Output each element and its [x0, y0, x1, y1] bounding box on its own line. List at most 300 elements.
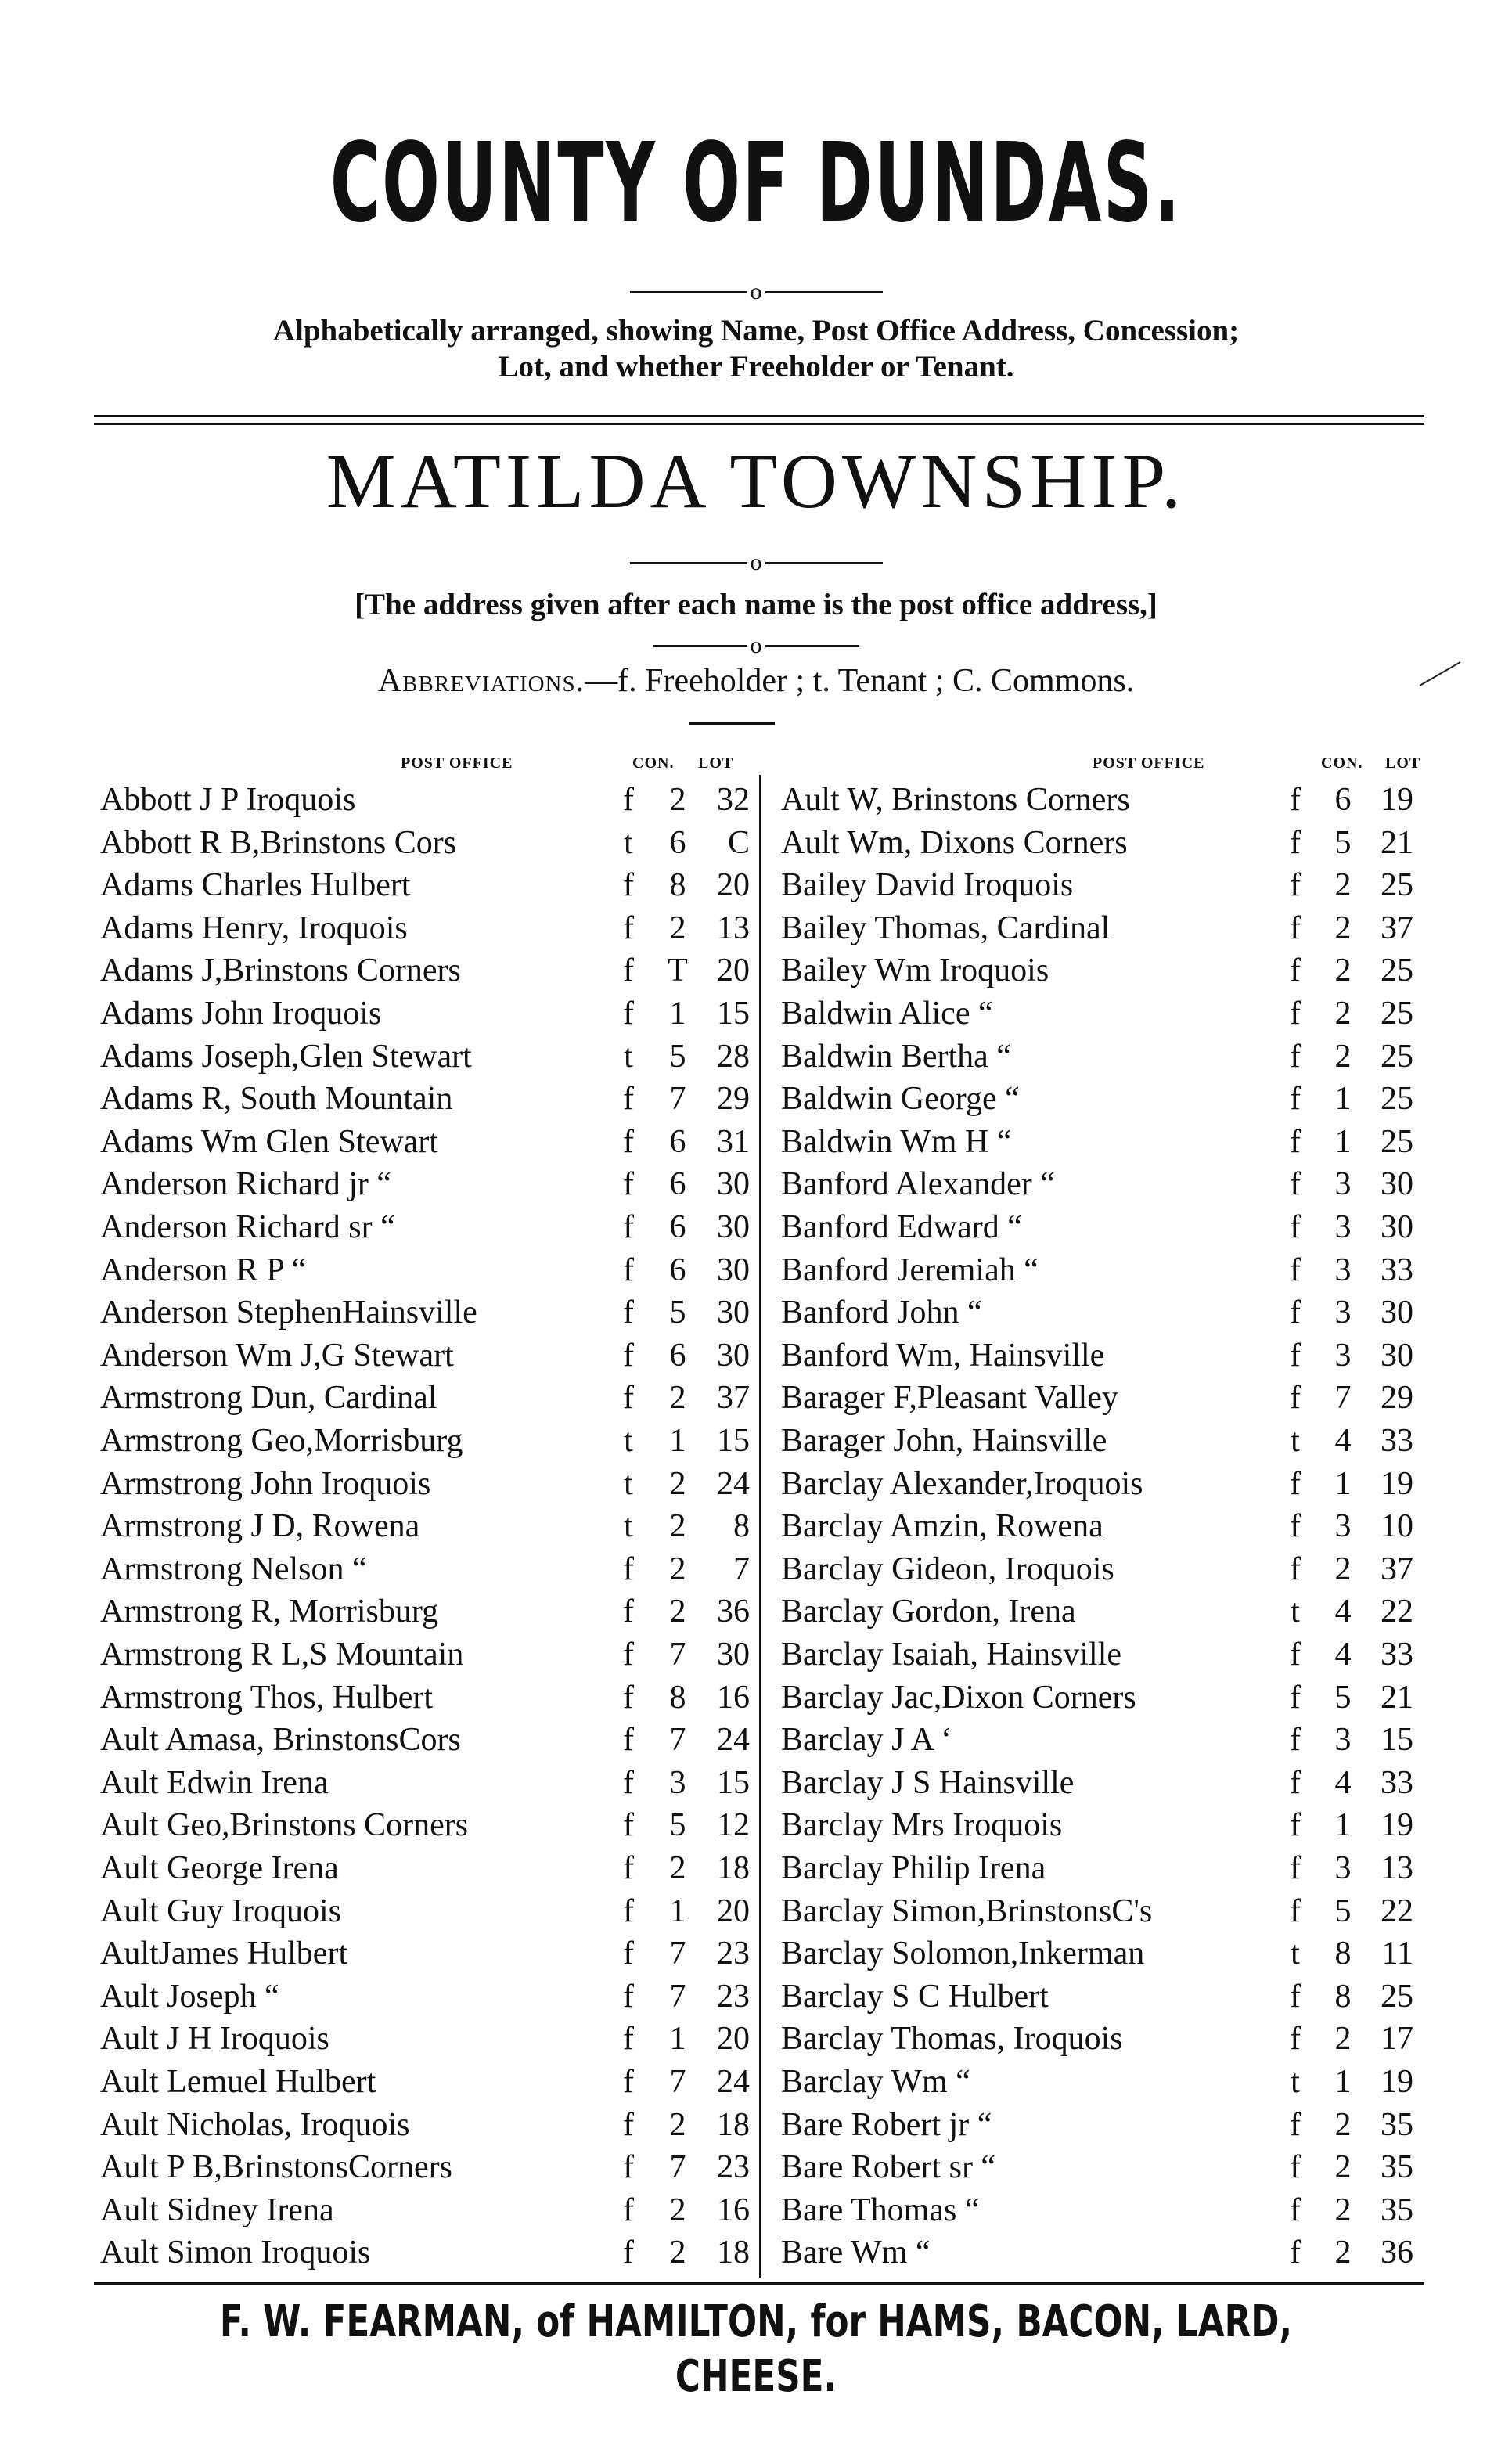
entry-lot: 30 — [717, 1295, 750, 1331]
entry-tenure: f — [1290, 1295, 1301, 1331]
entry-concession: 1 — [1334, 2064, 1352, 2100]
directory-entry — [781, 1633, 1454, 1676]
entry-concession: 2 — [669, 2235, 686, 2271]
entry-concession: 2 — [1334, 910, 1352, 946]
entry-tenure: f — [623, 1338, 634, 1374]
entry-lot: 21 — [1381, 825, 1413, 861]
entry-lot: 30 — [717, 1166, 750, 1202]
entry-concession: 1 — [1334, 1081, 1352, 1117]
subtitle-line-1: Alphabetically arranged, showing Name, Post Office Address, Concession; — [272, 314, 1240, 348]
entry-lot: 23 — [717, 1979, 750, 2015]
entry-concession: 3 — [1334, 1295, 1352, 1331]
entry-lot: 13 — [717, 910, 750, 946]
directory-entry — [781, 1291, 1454, 1334]
entry-concession: 2 — [669, 2192, 686, 2228]
entry-concession: 1 — [1334, 1466, 1352, 1502]
entry-name: Barclay J S Hainsville — [781, 1765, 1075, 1801]
entry-lot: 8 — [733, 1508, 750, 1544]
entry-lot: 16 — [717, 1680, 750, 1716]
entry-tenure: f — [623, 2235, 634, 2271]
entry-concession: 7 — [669, 2149, 686, 2185]
entry-concession: 2 — [1334, 2149, 1352, 2185]
entry-tenure: f — [1290, 2149, 1301, 2185]
entry-tenure: f — [623, 1166, 634, 1202]
directory-entry — [100, 2231, 773, 2274]
directory-entry — [781, 822, 1454, 864]
entry-lot: 30 — [717, 1252, 750, 1288]
entry-tenure: f — [623, 2021, 634, 2057]
entry-concession: 2 — [669, 1594, 686, 1630]
entry-concession: 2 — [669, 782, 686, 818]
directory-entry — [100, 1078, 773, 1120]
entry-tenure: f — [1290, 2021, 1301, 2057]
entry-name: Anderson Wm J,G Stewart — [100, 1338, 454, 1374]
directory-entry — [781, 1762, 1454, 1804]
entry-tenure: f — [623, 1252, 634, 1288]
left-header-lot: LOT — [698, 754, 734, 772]
entry-name: Armstrong J D, Rowena — [100, 1508, 420, 1544]
entry-tenure: f — [623, 2064, 634, 2100]
entry-tenure: f — [623, 1295, 634, 1331]
entry-lot: 16 — [717, 2192, 750, 2228]
entry-name: Ault J H Iroquois — [100, 2021, 329, 2057]
entry-name: Ault Geo,Brinstons Corners — [100, 1807, 469, 1843]
entry-tenure: f — [623, 1807, 634, 1843]
entry-name: Bailey Thomas, Cardinal — [781, 910, 1111, 946]
entry-tenure: f — [1290, 1722, 1301, 1758]
entry-lot: 12 — [717, 1807, 750, 1843]
entry-tenure: f — [623, 2192, 634, 2228]
entry-lot: 25 — [1381, 953, 1413, 989]
entry-concession: 3 — [1334, 1850, 1352, 1886]
entry-tenure: f — [623, 867, 634, 903]
entry-lot: 29 — [717, 1081, 750, 1117]
entry-tenure: f — [1290, 1508, 1301, 1544]
entry-name: Barclay S C Hulbert — [781, 1979, 1049, 2015]
subtitle — [78, 313, 1434, 385]
directory-entry — [100, 1463, 773, 1505]
right-header-con: CON. — [1321, 754, 1363, 772]
entry-tenure: f — [1290, 825, 1301, 861]
entry-name: Bailey David Iroquois — [781, 867, 1074, 903]
entry-concession: 8 — [1334, 1936, 1352, 1972]
entry-concession: 3 — [669, 1765, 686, 1801]
entry-tenure: f — [623, 953, 634, 989]
entry-tenure: f — [623, 1979, 634, 2015]
entry-lot: 18 — [717, 2235, 750, 2271]
entry-name: Adams R, South Mountain — [100, 1081, 453, 1117]
directory-entry — [100, 1291, 773, 1334]
entry-tenure: t — [624, 1039, 633, 1075]
right-header-post-office: POST OFFICE — [1093, 754, 1205, 772]
directory-entry — [100, 2018, 773, 2060]
entry-tenure: f — [1290, 953, 1301, 989]
entry-lot: 20 — [717, 867, 750, 903]
entry-concession: 5 — [669, 1295, 686, 1331]
directory-entry — [781, 2231, 1454, 2274]
entry-concession: 2 — [1334, 953, 1352, 989]
entry-concession: 6 — [669, 825, 686, 861]
directory-entry — [781, 1377, 1454, 1419]
entry-tenure: f — [1290, 1979, 1301, 2015]
entry-lot: 37 — [717, 1380, 750, 1416]
directory-entry — [100, 2189, 773, 2231]
entry-name: Bare Thomas “ — [781, 2192, 980, 2228]
directory-entry — [781, 779, 1454, 821]
entry-name: Barclay Thomas, Iroquois — [781, 2021, 1123, 2057]
entry-concession: 6 — [1334, 782, 1352, 818]
entry-tenure: f — [623, 1893, 634, 1929]
directory-entry — [100, 1249, 773, 1291]
directory-entry — [781, 2104, 1454, 2146]
entry-name: Baldwin Wm H “ — [781, 1124, 1012, 1160]
directory-entry — [100, 2146, 773, 2188]
entry-name: Barclay Jac,Dixon Corners — [781, 1680, 1136, 1716]
entry-name: Bare Robert sr “ — [781, 2149, 996, 2185]
entry-lot: 25 — [1381, 996, 1413, 1032]
entry-tenure: f — [623, 996, 634, 1032]
entry-tenure: f — [1290, 1380, 1301, 1416]
entry-tenure: f — [623, 782, 634, 818]
entry-lot: 24 — [717, 1466, 750, 1502]
entry-tenure: f — [623, 1594, 634, 1630]
entry-name: Ault P B,BrinstonsCorners — [100, 2149, 452, 2185]
entry-name: Ault Simon Iroquois — [100, 2235, 371, 2271]
entry-lot: 19 — [1381, 1807, 1413, 1843]
entry-tenure: f — [1290, 2107, 1301, 2143]
entry-concession: 7 — [669, 1936, 686, 1972]
directory-entry — [781, 1078, 1454, 1120]
entry-name: Abbott R B,Brinstons Cors — [100, 825, 457, 861]
directory-entry — [781, 1847, 1454, 1889]
entry-concession: 6 — [669, 1252, 686, 1288]
entry-name: Baldwin Bertha “ — [781, 1039, 1011, 1075]
entry-lot: C — [727, 825, 750, 861]
entry-name: Ault Amasa, BrinstonsCors — [100, 1722, 461, 1758]
entry-lot: 10 — [1381, 1508, 1413, 1544]
entry-concession: 2 — [1334, 2192, 1352, 2228]
entry-concession: 1 — [669, 2021, 686, 2057]
entry-concession: 3 — [1334, 1252, 1352, 1288]
entry-concession: 7 — [669, 2064, 686, 2100]
entry-concession: 8 — [1334, 1979, 1352, 2015]
entry-concession: 3 — [1334, 1166, 1352, 1202]
entry-lot: 15 — [717, 1423, 750, 1459]
entry-name: Armstrong R, Morrisburg — [100, 1594, 439, 1630]
entry-name: Banford John “ — [781, 1295, 982, 1331]
entry-tenure: f — [1290, 1081, 1301, 1117]
directory-entry — [781, 1804, 1454, 1846]
entry-name: Bare Wm “ — [781, 2235, 931, 2271]
directory-entry — [781, 992, 1454, 1035]
directory-entry — [781, 2018, 1454, 2060]
directory-entry — [100, 1035, 773, 1078]
entry-lot: 35 — [1381, 2107, 1413, 2143]
entry-lot: 24 — [717, 1722, 750, 1758]
entry-concession: 2 — [1334, 2107, 1352, 2143]
entry-concession: 2 — [669, 1466, 686, 1502]
entry-lot: 13 — [1381, 1850, 1413, 1886]
entry-tenure: t — [1291, 1594, 1300, 1630]
entry-concession: 7 — [669, 1979, 686, 2015]
entry-name: Armstrong Nelson “ — [100, 1551, 367, 1587]
directory-entry — [781, 1676, 1454, 1719]
entry-name: Ault Sidney Irena — [100, 2192, 334, 2228]
entry-concession: 6 — [669, 1338, 686, 1374]
entry-lot: 19 — [1381, 1466, 1413, 1502]
directory-entry — [781, 1249, 1454, 1291]
directory-entry — [781, 1975, 1454, 2018]
entry-concession: 2 — [669, 1380, 686, 1416]
entry-name: Barclay Solomon,Inkerman — [781, 1936, 1145, 1972]
entry-concession: 6 — [669, 1166, 686, 1202]
entry-concession: 4 — [1334, 1637, 1352, 1673]
entry-name: Armstrong Dun, Cardinal — [100, 1380, 437, 1416]
ornament-separator-2: o — [0, 549, 1512, 574]
entry-name: Barager John, Hainsville — [781, 1423, 1107, 1459]
entry-lot: 33 — [1381, 1637, 1413, 1673]
entry-tenure: f — [1290, 1039, 1301, 1075]
directory-entry — [100, 822, 773, 864]
directory-entry — [100, 1420, 773, 1462]
entry-name: Baldwin George “ — [781, 1081, 1020, 1117]
entry-concession: 2 — [1334, 996, 1352, 1032]
entry-lot: 15 — [717, 1765, 750, 1801]
entry-lot: 33 — [1381, 1423, 1413, 1459]
entry-name: Bailey Wm Iroquois — [781, 953, 1049, 989]
entry-lot: 30 — [1381, 1166, 1413, 1202]
entry-lot: 25 — [1381, 867, 1413, 903]
entry-concession: 5 — [1334, 825, 1352, 861]
entry-lot: 25 — [1381, 1039, 1413, 1075]
entry-lot: 22 — [1381, 1594, 1413, 1630]
entry-lot: 35 — [1381, 2192, 1413, 2228]
entry-tenure: f — [623, 1680, 634, 1716]
entry-tenure: f — [1290, 2235, 1301, 2271]
directory-entry — [781, 2189, 1454, 2231]
entry-name: Anderson Richard jr “ — [100, 1166, 392, 1202]
directory-entry — [100, 1804, 773, 1846]
directory-entry — [781, 1035, 1454, 1078]
entry-tenure: t — [1291, 2064, 1300, 2100]
directory-entry — [100, 1762, 773, 1804]
entry-concession: 3 — [1334, 1338, 1352, 1374]
entry-concession: T — [668, 953, 688, 989]
directory-entry — [100, 1932, 773, 1975]
entry-concession: 7 — [669, 1722, 686, 1758]
entry-name: Ault Guy Iroquois — [100, 1893, 341, 1929]
directory-entry — [100, 779, 773, 821]
entry-lot: 37 — [1381, 1551, 1413, 1587]
directory-entry — [781, 1121, 1454, 1163]
entry-tenure: f — [1290, 1551, 1301, 1587]
entry-concession: 2 — [669, 910, 686, 946]
entry-lot: 29 — [1381, 1380, 1413, 1416]
entry-tenure: f — [1290, 1466, 1301, 1502]
entry-lot: 23 — [717, 2149, 750, 2185]
abbreviations-label: Abbreviations. — [377, 663, 585, 699]
entry-tenure: f — [623, 1209, 634, 1245]
entry-name: Barclay Gordon, Irena — [781, 1594, 1076, 1630]
directory-entry — [781, 1548, 1454, 1590]
entry-tenure: f — [1290, 1893, 1301, 1929]
directory-entry — [100, 1206, 773, 1248]
entry-name: Ault Lemuel Hulbert — [100, 2064, 376, 2100]
entry-lot: 30 — [1381, 1338, 1413, 1374]
entry-lot: 18 — [717, 2107, 750, 2143]
entry-lot: 32 — [717, 782, 750, 818]
directory-entry — [781, 907, 1454, 949]
entry-concession: 5 — [1334, 1680, 1352, 1716]
entry-name: Anderson R P “ — [100, 1252, 307, 1288]
entry-tenure: t — [1291, 1936, 1300, 1972]
footer-advertisement: F. W. FEARMAN, of HAMILTON, for HAMS, BACON, LARD, CHEESE. — [219, 2296, 1293, 2402]
entry-name: Barager F,Pleasant Valley — [781, 1380, 1118, 1416]
directory-entry — [781, 1163, 1454, 1205]
entry-name: Barclay Gideon, Iroquois — [781, 1551, 1114, 1587]
directory-entry — [100, 907, 773, 949]
entry-concession: 1 — [669, 1893, 686, 1929]
entry-name: Anderson StephenHainsville — [100, 1295, 477, 1331]
entry-concession: 3 — [1334, 1508, 1352, 1544]
directory-entry — [100, 1377, 773, 1419]
entry-lot: 15 — [1381, 1722, 1413, 1758]
left-header-post-office: POST OFFICE — [401, 754, 513, 772]
abbreviations — [0, 661, 1512, 700]
entry-name: Barclay Isaiah, Hainsville — [781, 1637, 1122, 1673]
entry-tenure: f — [623, 1850, 634, 1886]
directory-entry — [781, 1890, 1454, 1932]
entry-concession: 7 — [669, 1637, 686, 1673]
directory-entry — [100, 1633, 773, 1676]
entry-tenure: f — [1290, 1124, 1301, 1160]
entry-lot: 20 — [717, 2021, 750, 2057]
directory-entry — [100, 1719, 773, 1761]
entry-concession: 2 — [669, 1508, 686, 1544]
entry-name: Adams Henry, Iroquois — [100, 910, 408, 946]
entry-lot: 21 — [1381, 1680, 1413, 1716]
entry-concession: 3 — [1334, 1722, 1352, 1758]
directory-entry — [781, 1590, 1454, 1633]
entry-concession: 2 — [669, 1551, 686, 1587]
entry-name: Bare Robert jr “ — [781, 2107, 992, 2143]
entry-tenure: t — [624, 1508, 633, 1544]
entry-concession: 7 — [1334, 1380, 1352, 1416]
directory-entry — [781, 1334, 1454, 1377]
entry-lot: 33 — [1381, 1765, 1413, 1801]
entry-tenure: f — [623, 910, 634, 946]
entry-lot: 30 — [717, 1637, 750, 1673]
entry-concession: 5 — [669, 1807, 686, 1843]
entry-lot: 11 — [1381, 1936, 1413, 1972]
entry-lot: 19 — [1381, 2064, 1413, 2100]
entry-tenure: f — [1290, 1807, 1301, 1843]
entry-lot: 31 — [717, 1124, 750, 1160]
entry-lot: 15 — [717, 996, 750, 1032]
entry-tenure: f — [1290, 910, 1301, 946]
entry-name: AultJames Hulbert — [100, 1936, 348, 1972]
entry-concession: 2 — [669, 1850, 686, 1886]
entry-concession: 6 — [669, 1124, 686, 1160]
entry-tenure: f — [1290, 1637, 1301, 1673]
directory-entry — [100, 949, 773, 992]
entry-concession: 2 — [1334, 2235, 1352, 2271]
directory-entry — [100, 1334, 773, 1377]
entry-lot: 22 — [1381, 1893, 1413, 1929]
entry-concession: 8 — [669, 1680, 686, 1716]
entry-name: Abbott J P Iroquois — [100, 782, 356, 818]
entry-tenure: f — [1290, 867, 1301, 903]
directory-entry — [100, 1975, 773, 2018]
directory-entry — [100, 2104, 773, 2146]
entry-name: Adams Joseph,Glen Stewart — [100, 1039, 472, 1075]
entry-lot: 28 — [717, 1039, 750, 1075]
directory-entry — [781, 1206, 1454, 1248]
entry-tenure: t — [624, 1466, 633, 1502]
address-note: [The address given after each name is the post office address,] — [355, 588, 1157, 621]
entry-concession: 2 — [1334, 867, 1352, 903]
directory-entry — [100, 1548, 773, 1590]
directory-entry — [100, 1676, 773, 1719]
abbreviations-text: —f. Freeholder ; t. Tenant ; C. Commons. — [585, 663, 1135, 699]
entry-name: Adams J,Brinstons Corners — [100, 953, 461, 989]
entry-name: Armstrong John Iroquois — [100, 1466, 431, 1502]
directory-entry — [781, 1505, 1454, 1547]
entry-name: Barclay Wm “ — [781, 2064, 970, 2100]
footer-rule — [94, 2282, 1424, 2285]
entry-name: Ault Wm, Dixons Corners — [781, 825, 1128, 861]
directory-entry — [100, 1590, 773, 1633]
entry-tenure: f — [1290, 1338, 1301, 1374]
entry-tenure: f — [623, 1081, 634, 1117]
entry-name: Barclay Simon,BrinstonsC's — [781, 1893, 1153, 1929]
entry-lot: 33 — [1381, 1252, 1413, 1288]
entry-tenure: f — [623, 1124, 634, 1160]
entry-name: Ault W, Brinstons Corners — [781, 782, 1130, 818]
entry-tenure: f — [1290, 2192, 1301, 2228]
entry-lot: 20 — [717, 953, 750, 989]
directory-entry — [781, 864, 1454, 906]
directory-entry — [781, 1463, 1454, 1505]
entry-tenure: t — [624, 1423, 633, 1459]
entry-concession: 1 — [669, 996, 686, 1032]
entry-lot: 36 — [1381, 2235, 1413, 2271]
entry-lot: 35 — [1381, 2149, 1413, 2185]
entry-tenure: f — [1290, 1850, 1301, 1886]
directory-entry — [781, 2061, 1454, 2103]
directory-entry — [100, 1121, 773, 1163]
right-header-lot: LOT — [1385, 754, 1421, 772]
entry-name: Armstrong Thos, Hulbert — [100, 1680, 434, 1716]
entry-name: Banford Alexander “ — [781, 1166, 1055, 1202]
entry-tenure: f — [1290, 1765, 1301, 1801]
entry-concession: 6 — [669, 1209, 686, 1245]
ornament-separator: o — [0, 279, 1512, 304]
entry-tenure: f — [623, 1722, 634, 1758]
entry-concession: 2 — [1334, 1039, 1352, 1075]
entry-lot: 37 — [1381, 910, 1413, 946]
entry-concession: 4 — [1334, 1594, 1352, 1630]
entry-lot: 19 — [1381, 782, 1413, 818]
entry-tenure: f — [1290, 1209, 1301, 1245]
entry-name: Anderson Richard sr “ — [100, 1209, 395, 1245]
entry-lot: 20 — [717, 1893, 750, 1929]
county-title: COUNTY OF DUNDAS. — [329, 120, 1183, 247]
double-rule-top — [94, 415, 1424, 417]
entry-tenure: f — [623, 2107, 634, 2143]
entry-lot: 23 — [717, 1936, 750, 1972]
entry-name: Banford Wm, Hainsville — [781, 1338, 1105, 1374]
